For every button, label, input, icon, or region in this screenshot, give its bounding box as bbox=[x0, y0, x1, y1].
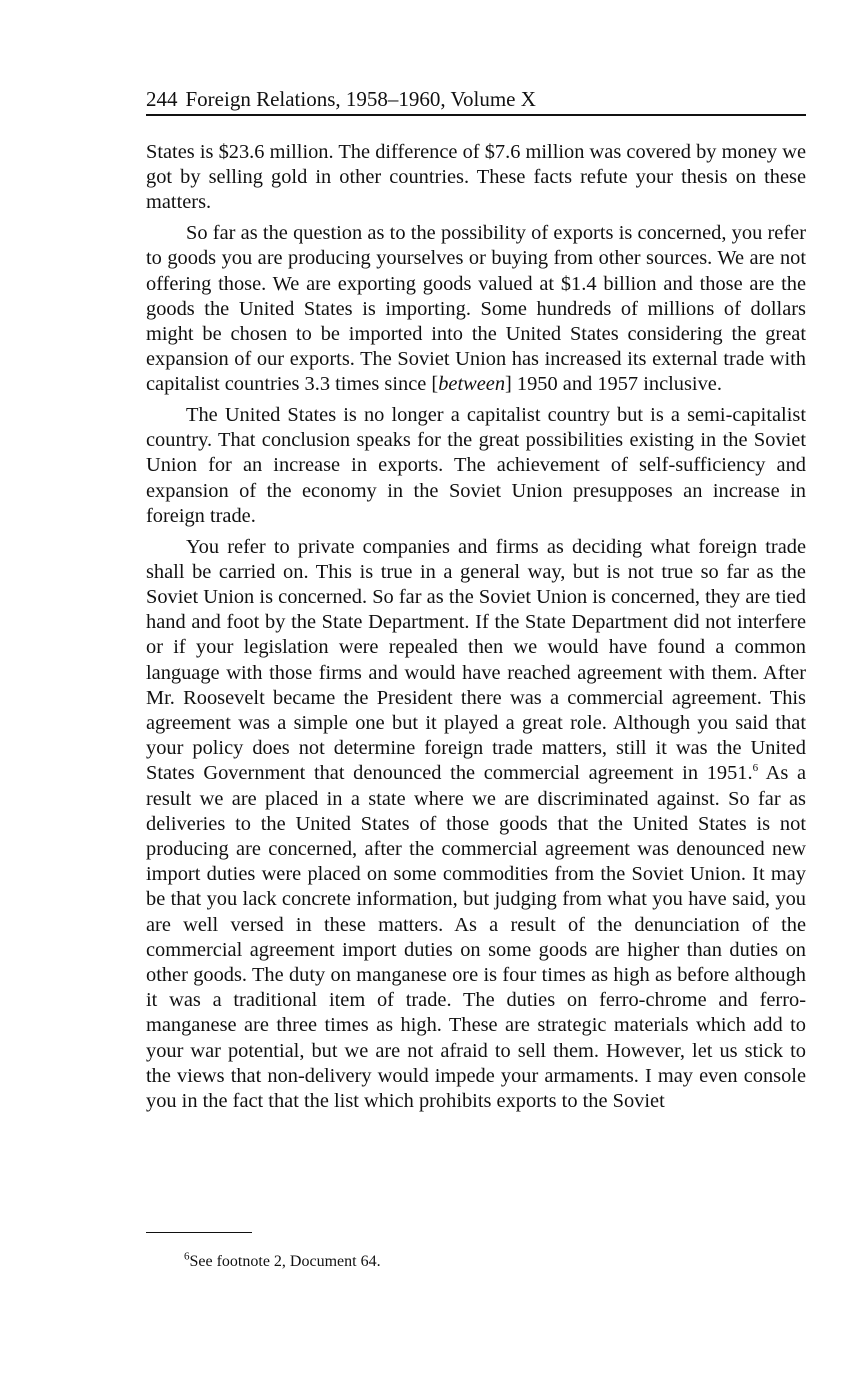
paragraph-4 bbox=[146, 535, 806, 1115]
running-header bbox=[146, 86, 806, 112]
paragraph-text: You refer to private companies and firms as deciding what foreign trade shall be carried on. This is true in a general way, but is not true so far as the Soviet Union is concerned. So far as the Soviet Union is concerned, they are tied hand and foot by the State Department. If the State Department did not interfere or if your legislation were repealed then we would have found a common language with those firms and would have reached agreement with them. After Mr. Roosevelt became the President there was a commercial agreement. This agreement was a simple one but it played a great role. Although you said that your policy does not determine foreign trade matters, still it was the United States Government that denounced the commercial agreement in 1951. bbox=[146, 535, 806, 785]
paragraph-text: The United States is no longer a capitalist country but is a semi-capitalist country. That conclusion speaks for the great possibilities existing in the Soviet Union for an increase in exports. The achievement of self-sufficiency and expansion of the economy in the Soviet Union presupposes an increase in foreign trade. bbox=[146, 404, 806, 527]
paragraph-text: 1950 and 1957 inclusive. bbox=[516, 373, 722, 396]
paragraph-3 bbox=[146, 403, 806, 529]
footnote-rule bbox=[146, 1232, 252, 1233]
paragraph-text: States is $23.6 million. The difference of $7.6 million was covered by money we got by selling gold in other countries. These facts refute your thesis on these matters. bbox=[146, 141, 806, 214]
footnote bbox=[184, 1252, 381, 1272]
footnote-text: See footnote 2, Document 64. bbox=[189, 1253, 381, 1270]
editorial-insertion: between bbox=[438, 373, 506, 396]
header-rule bbox=[146, 114, 806, 116]
footnote-reference: 6 bbox=[752, 762, 759, 775]
body-text bbox=[146, 140, 806, 1120]
paragraph-1 bbox=[146, 140, 806, 216]
paragraph-text: As a result we are placed in a state where we are discriminated against. So far as deliveries to the United States of those goods that the United States is not producing are concerned, after the commercial agreement was denounced new import duties were placed on some commodities from the Soviet Union. It may be that you lack concrete information, but judging from what you have said, you are well versed in these matters. As a result of the denunciation of the commercial agreement import duties on some goods are higher than duties on other goods. The duty on manganese ore is four times as high as before although it was a traditional item of trade. The duties on ferro-chrome and ferro-manganese are three times as high. These are strategic materials which add to your war potential, but we are not afraid to sell them. However, let us stick to the views that non-delivery would impede your armaments. I may even console you in the fact that the list which prohibits exports to the Soviet bbox=[146, 762, 807, 1113]
volume-title: Foreign Relations, 1958–1960, Volume X bbox=[185, 87, 536, 111]
footnote-number: 6 bbox=[184, 1250, 190, 1263]
paragraph-2: So far as the question as to the possibility of exports is concerned, you refer to goods you are producing yourselves or buying from other sources. We are not offering those. We are exporting goods valued at $1.4 billion and those are the goods the United States is importing. Some hundreds of millions of dollars might be chosen to be imported into the United States considering the great expansion of our exports. The Soviet Union has increased its external trade with capitalist countries 3.3 times since [between] 1950 and 1957 inclusive. bbox=[146, 222, 806, 396]
paragraph-text: So far as the question as to the possibility of exports is concerned, you refer to goods you are producing yourselves or buying from other sources. We are not offering those. We are exporting goods valued at $1.4 billion and those are the goods the United States is importing. Some hundreds of millions of dollars might be chosen to be imported into the United States considering the great expansion of our exports. The Soviet Union has increased its external trade with capitalist countries 3.3 times since bbox=[146, 222, 806, 396]
page-number: 244 bbox=[146, 87, 178, 111]
